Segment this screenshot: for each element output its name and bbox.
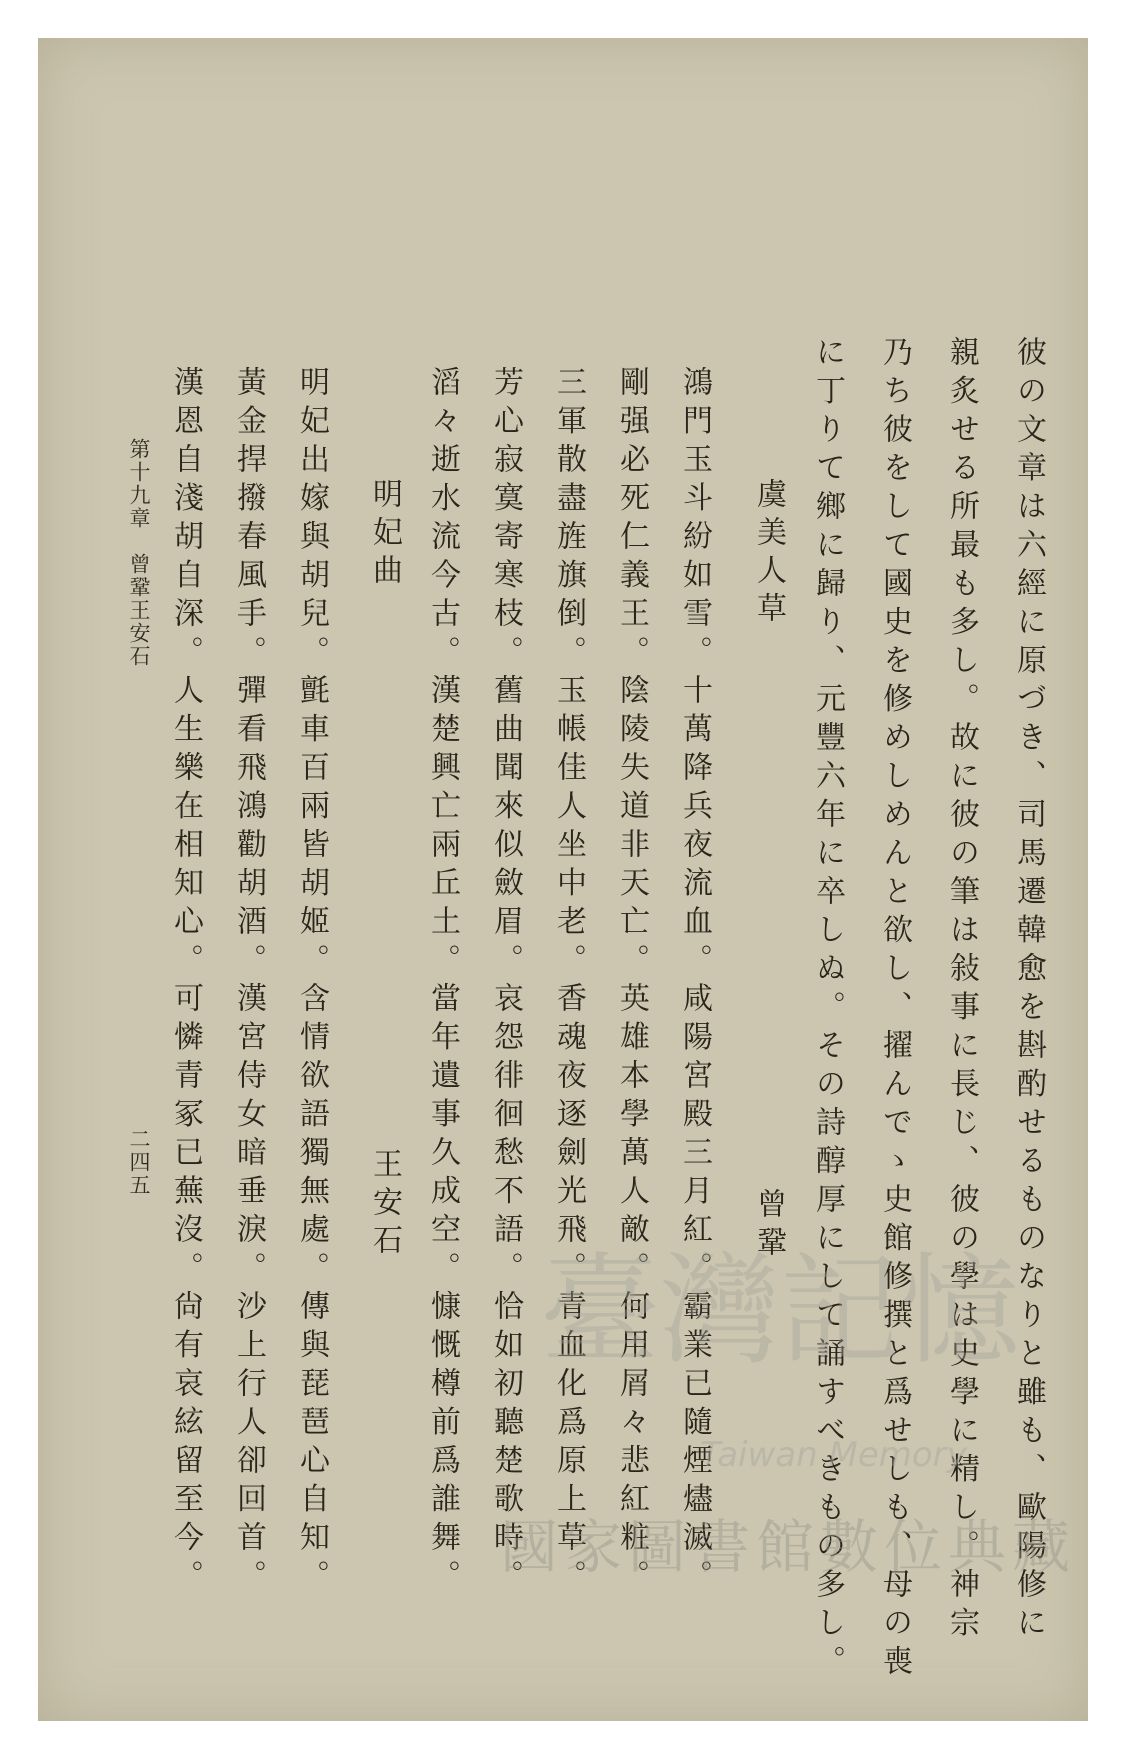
poem1-line-4: 芳心寂寞寄寒枝。舊曲聞來似斂眉。哀怨徘徊愁不語。恰如初聽楚歌時。 [488,366,523,1598]
poem1-title: 虞美人草 [751,478,786,630]
poem2-line-1: 明妃出嫁與胡兒。氈車百兩皆胡姬。含情欲語獨無處。傳與琵琶心自知。 [294,366,329,1598]
poem1-line-2: 剛强必死仁義王。陰陵失道非天亡。英雄本學萬人敵。何用屑々悲紅粧。 [614,366,649,1598]
poem2-line-2: 黃金捍撥春風手。彈看飛鴻勸胡酒。漢宮侍女暗垂淚。沙上行人卻回首。 [231,366,266,1598]
poem1-line-3: 三軍散盡旌旗倒。玉帳佳人坐中老。香魂夜逐劍光飛。青血化爲原上草。 [551,366,586,1598]
poem2-title: 明妃曲 [367,478,402,592]
prose-line-3: 乃ち彼をして國史を修めしめんと欲し、擢んでゝ史館修撰と爲せしも、母の喪 [877,336,912,1684]
page-number: 二四五 [127,1128,151,1197]
poem1-line-5: 滔々逝水流今古。漢楚興亡兩丘土。當年遺事久成空。慷慨樽前爲誰舞。 [425,366,460,1598]
prose-line-1: 彼の文章は六經に原づき、司馬遷韓愈を斟酌せるものなりと雖も、歐陽修に [1011,336,1046,1645]
poem1-author: 曾鞏 [751,1188,786,1264]
poem2-line-3: 漢恩自淺胡自深。人生樂在相知心。可憐青冢已蕪沒。尙有哀絃留至今。 [168,366,203,1598]
watermark-english: Taiwan Memory [700,1435,967,1475]
prose-line-2: 親炙せる所最も多し。故に彼の筆は敍事に長じ、彼の學は史學に精し。神宗 [944,336,979,1645]
poem1-line-1: 鴻門玉斗紛如雪。十萬降兵夜流血。咸陽宮殿三月紅。霸業已隨煙燼滅。 [677,366,712,1598]
prose-line-4: に丁りて鄉に歸り、元豐六年に卒しぬ。その詩醇厚にして誦すべきもの多し。 [810,336,845,1684]
watermark-logo: 臺灣記憶 [540,1242,1020,1381]
poem2-author: 王安石 [367,1148,402,1262]
watermark-institution: 國家圖書館數位典藏 [500,1513,1077,1581]
chapter-footer: 第十九章 曾鞏王安石 [127,438,151,668]
